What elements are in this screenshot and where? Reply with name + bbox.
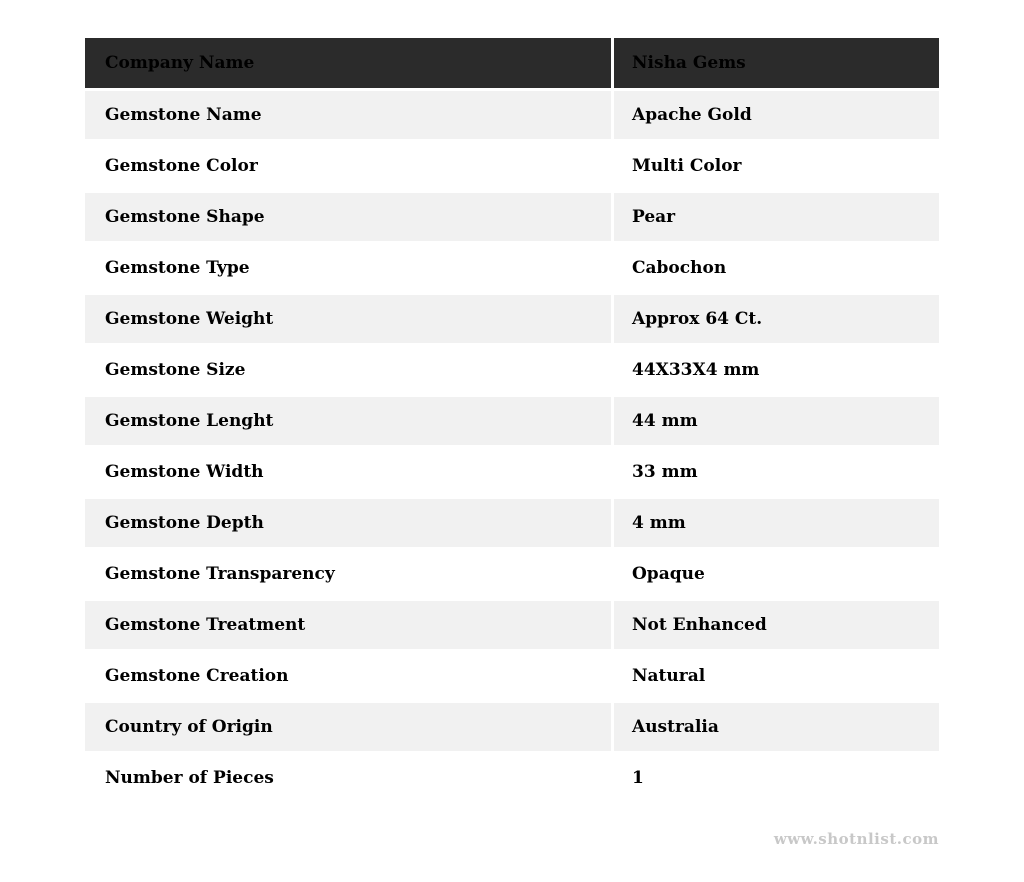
spec-row-label: Gemstone Shape [85,193,611,241]
spec-row-label: Country of Origin [85,703,611,751]
spec-row-label: Gemstone Size [85,346,611,394]
spec-row-label: Gemstone Type [85,244,611,292]
spec-row-value: Cabochon [614,244,939,292]
watermark-text: www.shotnlist.com [773,830,939,848]
table-header-label: Company Name [85,38,611,88]
spec-row-value: 4 mm [614,499,939,547]
spec-row-value: Apache Gold [614,91,939,139]
spec-row-label: Gemstone Depth [85,499,611,547]
spec-row-label: Gemstone Lenght [85,397,611,445]
spec-row-label: Gemstone Treatment [85,601,611,649]
spec-row-label: Gemstone Transparency [85,550,611,598]
spec-row-value: 44X33X4 mm [614,346,939,394]
spec-row-label: Gemstone Creation [85,652,611,700]
spec-row-value: Australia [614,703,939,751]
spec-row-label: Gemstone Width [85,448,611,496]
spec-row-value: Approx 64 Ct. [614,295,939,343]
gemstone-spec-table [85,38,939,802]
spec-row-value: Natural [614,652,939,700]
spec-row-value: Pear [614,193,939,241]
spec-row-label: Gemstone Name [85,91,611,139]
spec-row-value: 1 [614,754,939,802]
spec-row-label: Gemstone Weight [85,295,611,343]
spec-row-value: Not Enhanced [614,601,939,649]
spec-row-label: Gemstone Color [85,142,611,190]
spec-row-value: Multi Color [614,142,939,190]
spec-row-value: 33 mm [614,448,939,496]
spec-row-value: Opaque [614,550,939,598]
spec-row-value: 44 mm [614,397,939,445]
spec-row-label: Number of Pieces [85,754,611,802]
table-header-value: Nisha Gems [614,38,939,88]
